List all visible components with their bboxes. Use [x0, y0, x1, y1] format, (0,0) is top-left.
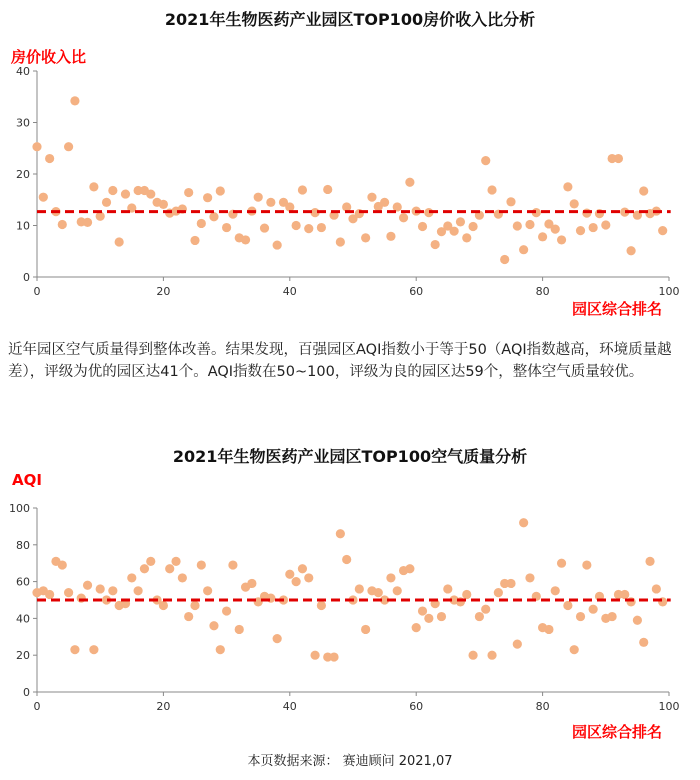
chart-1-data-point	[538, 232, 547, 241]
chart-2-data-point	[317, 601, 326, 610]
chart-1-data-point	[102, 198, 111, 207]
chart-2-data-point	[639, 638, 648, 647]
chart-1-data-point	[399, 213, 408, 222]
chart-1-data-point	[557, 235, 566, 244]
chart-2-data-point	[519, 518, 528, 527]
chart-1-data-point	[367, 193, 376, 202]
chart-2-data-point	[292, 577, 301, 586]
chart-2-data-point	[412, 623, 421, 632]
chart-1-data-point	[336, 237, 345, 246]
chart-1-data-point	[570, 199, 579, 208]
chart-1-x-tick-label: 20	[156, 285, 171, 298]
chart-1-x-axis-label: 园区综合排名	[572, 300, 663, 318]
chart-2-data-point	[89, 645, 98, 654]
chart-2-data-point	[513, 640, 522, 649]
chart-2-data-point	[222, 606, 231, 615]
chart-2-data-point	[197, 560, 206, 569]
chart-1-data-point	[273, 240, 282, 249]
chart-1-data-point	[576, 226, 585, 235]
chart-2-data-point	[620, 590, 629, 599]
chart-2-data-point	[108, 586, 117, 595]
chart-2-data-point	[171, 557, 180, 566]
analysis-paragraph: 近年园区空气质量得到整体改善。结果发现，百强园区AQI指数小于等于50（AQI指数越高，环境质量越差），评级为优的园区达41个。AQI指数在50~100，评级为良的园区达59个，整体空气质量较优。	[8, 342, 672, 380]
chart-2-data-point	[608, 612, 617, 621]
chart-2-data-point	[304, 573, 313, 582]
chart-2-data-point	[374, 588, 383, 597]
chart-2-y-tick-label: 80	[16, 538, 30, 552]
chart-2-data-point	[216, 645, 225, 654]
chart-1-y-axis-label: 房价收入比	[11, 48, 87, 66]
chart-1-data-point	[121, 189, 130, 198]
chart-2-data-point	[273, 634, 282, 643]
chart-2-data-point	[487, 651, 496, 660]
chart-2-data-point	[551, 586, 560, 595]
chart-2-data-point	[361, 625, 370, 634]
chart-2-data-point	[146, 557, 155, 566]
chart-1-data-point	[639, 186, 648, 195]
chart-2-data-point	[184, 612, 193, 621]
chart-2-data-point	[481, 605, 490, 614]
chart-2-data-point	[228, 560, 237, 569]
chart-1-data-point	[626, 246, 635, 255]
chart-2-data-point	[70, 645, 79, 654]
chart-1-data-point	[450, 227, 459, 236]
chart-1-x-tick-label: 60	[409, 285, 424, 298]
chart-1-title: 2021年生物医药产业园区TOP100房价收入比分析	[164, 10, 536, 29]
chart-2-data-point	[563, 601, 572, 610]
chart-1-data-point	[298, 185, 307, 194]
chart-2-data-point	[494, 588, 503, 597]
chart-2-y-tick-label: 20	[16, 649, 30, 663]
chart-1-plot	[0, 0, 700, 300]
chart-2-data-point	[462, 590, 471, 599]
chart-1-y-tick-label: 40	[16, 65, 30, 78]
chart-1-data-point	[551, 225, 560, 234]
chart-1-y-tick-label: 20	[16, 168, 30, 181]
chart-2-data-point	[336, 529, 345, 538]
chart-2-x-tick-label: 20	[156, 700, 171, 713]
chart-2-data-point	[582, 560, 591, 569]
chart-1-data-point	[190, 236, 199, 245]
chart-1-data-point	[525, 220, 534, 229]
chart-2-data-point	[178, 573, 187, 582]
chart-1-y-tick-label: 0	[23, 271, 30, 284]
chart-1-data-point	[209, 212, 218, 221]
chart-2-data-point	[159, 601, 168, 610]
chart-2-data-point	[525, 573, 534, 582]
chart-2-data-point	[247, 579, 256, 588]
chart-1-data-point	[70, 96, 79, 105]
chart-2-data-point	[393, 586, 402, 595]
chart-1-data-point	[506, 197, 515, 206]
chart-2-data-point	[437, 612, 446, 621]
chart-1-data-point	[323, 185, 332, 194]
chart-1-data-point	[197, 219, 206, 228]
chart-2-data-point	[405, 564, 414, 573]
chart-2-data-point	[127, 573, 136, 582]
chart-2-data-point	[557, 559, 566, 568]
chart-1-x-tick-label: 0	[33, 285, 41, 298]
chart-2-data-point	[652, 584, 661, 593]
chart-1-data-point	[500, 255, 509, 264]
chart-2-data-point	[342, 555, 351, 564]
chart-1-data-point	[222, 223, 231, 232]
chart-1-data-point	[266, 198, 275, 207]
chart-1-data-point	[487, 185, 496, 194]
chart-1-data-point	[159, 200, 168, 209]
chart-1-data-point	[614, 154, 623, 163]
chart-1-data-point	[456, 217, 465, 226]
chart-2-data-point	[285, 570, 294, 579]
chart-1-data-point	[216, 186, 225, 195]
chart-2-data-point	[140, 564, 149, 573]
chart-1-data-point	[462, 233, 471, 242]
chart-2-data-point	[475, 612, 484, 621]
chart-1-data-point	[292, 221, 301, 230]
chart-2-data-point	[443, 584, 452, 593]
chart-1-x-tick-label: 40	[282, 285, 297, 298]
chart-2-data-point	[355, 584, 364, 593]
chart-1-data-point	[58, 220, 67, 229]
chart-2-y-tick-label: 0	[23, 686, 30, 699]
chart-1-data-point	[304, 224, 313, 233]
chart-1-data-point	[108, 186, 117, 195]
chart-2-x-tick-label: 60	[409, 700, 424, 713]
chart-2-data-point	[96, 584, 105, 593]
chart-1-data-point	[513, 221, 522, 230]
chart-1-data-point	[32, 142, 41, 151]
chart-2-data-point	[633, 616, 642, 625]
chart-2-data-point	[209, 621, 218, 630]
chart-1-data-point	[481, 156, 490, 165]
chart-2-data-point	[424, 614, 433, 623]
chart-2-data-point	[576, 612, 585, 621]
chart-2-x-axis-label: 园区综合排名	[572, 723, 663, 741]
chart-1-data-point	[418, 222, 427, 231]
chart-1-data-point	[184, 188, 193, 197]
chart-2-data-point	[203, 586, 212, 595]
chart-2-data-point	[589, 605, 598, 614]
chart-1-data-point	[519, 245, 528, 254]
chart-1-data-point	[260, 223, 269, 232]
chart-1-data-point	[203, 193, 212, 202]
chart-1-data-point	[45, 154, 54, 163]
chart-1-data-point	[254, 193, 263, 202]
chart-2-y-tick-label: 60	[16, 575, 30, 589]
chart-2-x-tick-label: 40	[282, 700, 297, 713]
chart-1-data-point	[582, 209, 591, 218]
chart-2-data-point	[165, 564, 174, 573]
chart-1-data-point	[317, 223, 326, 232]
chart-2-data-point	[468, 651, 477, 660]
chart-2-y-tick-label: 40	[16, 612, 30, 626]
chart-1-data-point	[115, 237, 124, 246]
chart-2-data-point	[544, 625, 553, 634]
chart-2-data-point	[58, 560, 67, 569]
chart-1-y-tick-label: 30	[16, 116, 30, 130]
chart-2-data-point	[134, 586, 143, 595]
chart-1-data-point	[64, 142, 73, 151]
chart-1-data-point	[83, 218, 92, 227]
chart-1-data-point	[601, 220, 610, 229]
chart-1-data-point	[241, 235, 250, 244]
data-source-note: 本页数据来源： 赛迪顾问 2021,07	[247, 754, 453, 769]
chart-1-data-point	[386, 232, 395, 241]
chart-1-x-tick-label: 100	[658, 285, 680, 298]
chart-2-title: 2021年生物医药产业园区TOP100空气质量分析	[172, 447, 528, 466]
chart-2-data-point	[190, 601, 199, 610]
chart-1-data-point	[405, 178, 414, 187]
chart-2-y-axis-label: AQI	[12, 471, 42, 489]
chart-1-data-point	[589, 223, 598, 232]
chart-1-x-tick-label: 80	[535, 285, 550, 298]
chart-2-y-tick-label: 100	[9, 502, 30, 515]
chart-2-data-point	[645, 557, 654, 566]
chart-1-data-point	[89, 182, 98, 191]
chart-1-y-tick-label: 10	[16, 219, 30, 233]
chart-2-data-point	[310, 651, 319, 660]
chart-2-x-tick-label: 80	[535, 700, 550, 713]
chart-2-data-point	[235, 625, 244, 634]
chart-2-data-point	[418, 606, 427, 615]
chart-1-data-point	[431, 240, 440, 249]
chart-2-data-point	[45, 590, 54, 599]
chart-2-data-point	[570, 645, 579, 654]
chart-2-data-point	[64, 588, 73, 597]
chart-1-data-point	[361, 233, 370, 242]
chart-2-data-point	[298, 564, 307, 573]
chart-2-data-point	[506, 579, 515, 588]
chart-1-data-point	[658, 226, 667, 235]
chart-1-data-point	[380, 198, 389, 207]
chart-2-data-point	[329, 652, 338, 661]
chart-2-x-tick-label: 0	[33, 700, 41, 713]
chart-1-data-point	[146, 189, 155, 198]
chart-2-data-point	[386, 573, 395, 582]
chart-1-data-point	[563, 182, 572, 191]
chart-2-data-point	[83, 581, 92, 590]
chart-1-data-point	[468, 222, 477, 231]
chart-2-x-tick-label: 100	[658, 700, 680, 713]
chart-1-data-point	[39, 193, 48, 202]
